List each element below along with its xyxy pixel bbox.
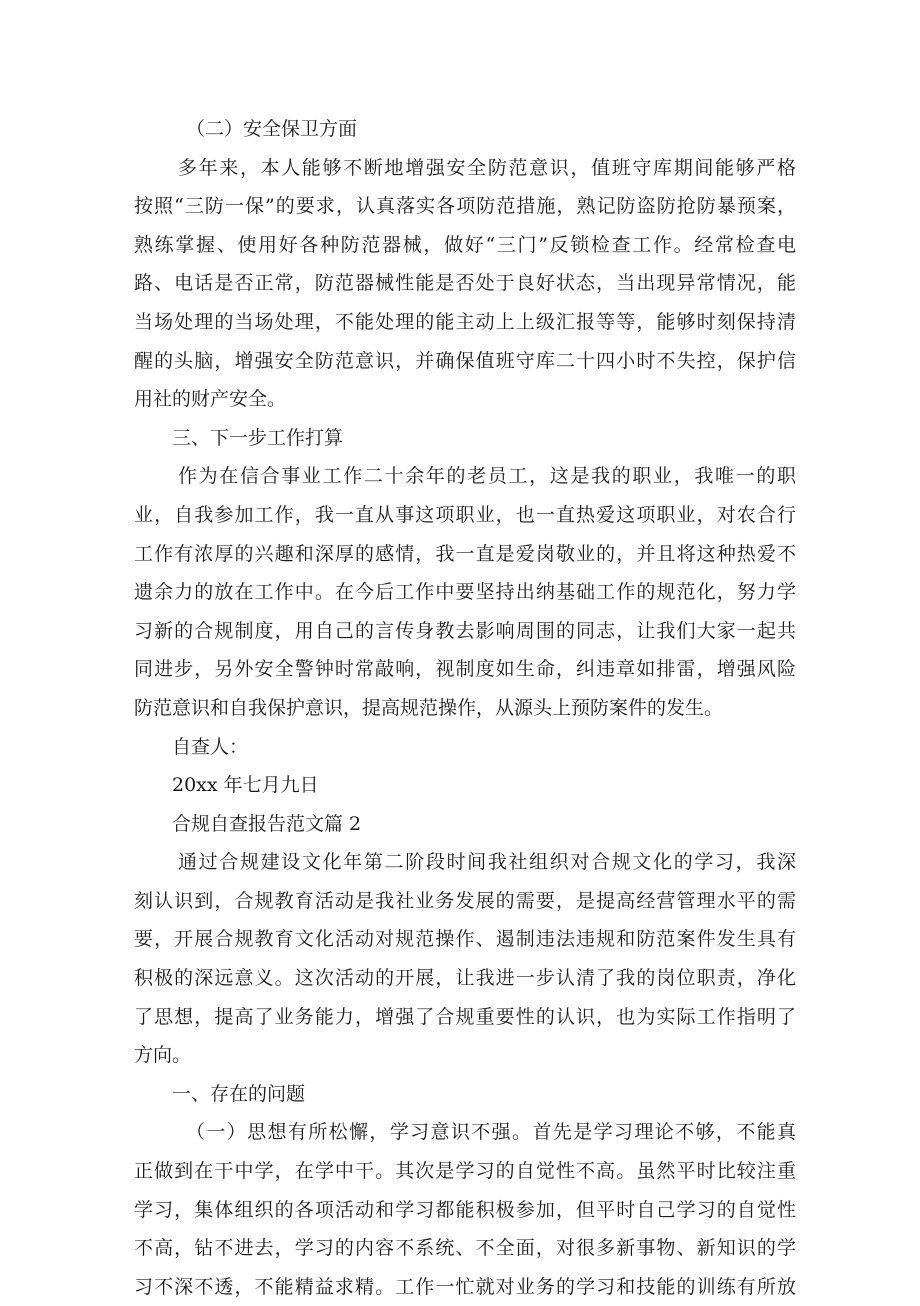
paragraph-line: 多年来，本人能够不断地增强安全防范意识，值班守库期间能够严格 (178, 156, 796, 179)
paragraph-line: 当场处理的当场处理，不能处理的能主动上上级汇报等等，能够时刻保持清 (134, 310, 796, 333)
paragraph-line: 作为在信合事业工作二十余年的老员工，这是我的职业，我唯一的职 (178, 465, 796, 488)
paragraph-line: 不高，钻不进去，学习的内容不系统、不全面，对很多新事物、新知识的学 (134, 1237, 796, 1260)
paragraph-line: 要，开展合规教育文化活动对规范操作、遏制违法违规和防范案件发生具有 (134, 928, 796, 951)
article-title: 合规自查报告范文篇 2 (172, 812, 362, 835)
paragraph-line: 工作有浓厚的兴趣和深厚的感情，我一直是爱岗敬业的，并且将这种热爱不 (134, 542, 796, 565)
paragraph-line: 习不深不透，不能精益求精。工作一忙就对业务的学习和技能的训练有所放 (134, 1275, 796, 1298)
paragraph-line: 遗余力的放在工作中。在今后工作中要坚持出纳基础工作的规范化，努力学 (134, 581, 796, 604)
paragraph-line: 通过合规建设文化年第二阶段时间我社组织对合规文化的学习，我深 (178, 851, 796, 874)
section-heading-next-steps: 三、下一步工作打算 (172, 426, 344, 449)
paragraph-line: 正做到在干中学，在学中干。其次是学习的自觉性不高。虽然平时比较注重 (134, 1160, 796, 1183)
signature-label: 自查人： (172, 735, 249, 758)
document-page (134, 110, 796, 1306)
paragraph-line: 用社的财产安全。 (134, 388, 287, 411)
paragraph-line: （一）思想有所松懈，学习意识不强。首先是学习理论不够，不能真 (186, 1121, 796, 1144)
section-heading-security: （二）安全保卫方面 (186, 118, 358, 140)
paragraph-line: 防范意识和自我保护意识，提高规范操作，从源头上预防案件的发生。 (134, 696, 724, 719)
paragraph-line: 刻认识到，合规教育活动是我社业务发展的需要，是提高经营管理水平的需 (134, 889, 796, 912)
paragraph-line: 熟练掌握、使用好各种防范器械，做好“三门”反锁检查工作。经常检查电 (134, 233, 796, 256)
paragraph-line: 学习，集体组织的各项活动和学习都能积极参加，但平时自己学习的自觉性 (134, 1198, 796, 1221)
paragraph-line: 路、电话是否正常，防范器械性能是否处于良好状态，当出现异常情况，能 (134, 272, 796, 295)
section-heading-problems: 一、存在的问题 (172, 1082, 306, 1105)
paragraph-line: 习新的合规制度，用自己的言传身教去影响周围的同志，让我们大家一起共 (134, 619, 796, 642)
paragraph-line: 业，自我参加工作，我一直从事这项职业，也一直热爱这项职业，对农合行 (134, 503, 796, 526)
paragraph-line: 同进步，另外安全警钟时常敲响，视制度如生命，纠违章如排雷，增强风险 (134, 658, 796, 681)
paragraph-line: 醒的头脑，增强安全防范意识，并确保值班守库二十四小时不失控，保护信 (134, 349, 796, 372)
paragraph-line: 方向。 (134, 1044, 192, 1067)
paragraph-line: 按照“三防一保”的要求，认真落实各项防范措施，熟记防盗防抢防暴预案， (134, 195, 796, 218)
paragraph-line: 积极的深远意义。这次活动的开展，让我进一步认清了我的岗位职责，净化 (134, 967, 796, 990)
signature-date: 20xx 年七月九日 (172, 774, 319, 797)
paragraph-line: 了思想，提高了业务能力，增强了合规重要性的认识，也为实际工作指明了 (134, 1005, 796, 1028)
